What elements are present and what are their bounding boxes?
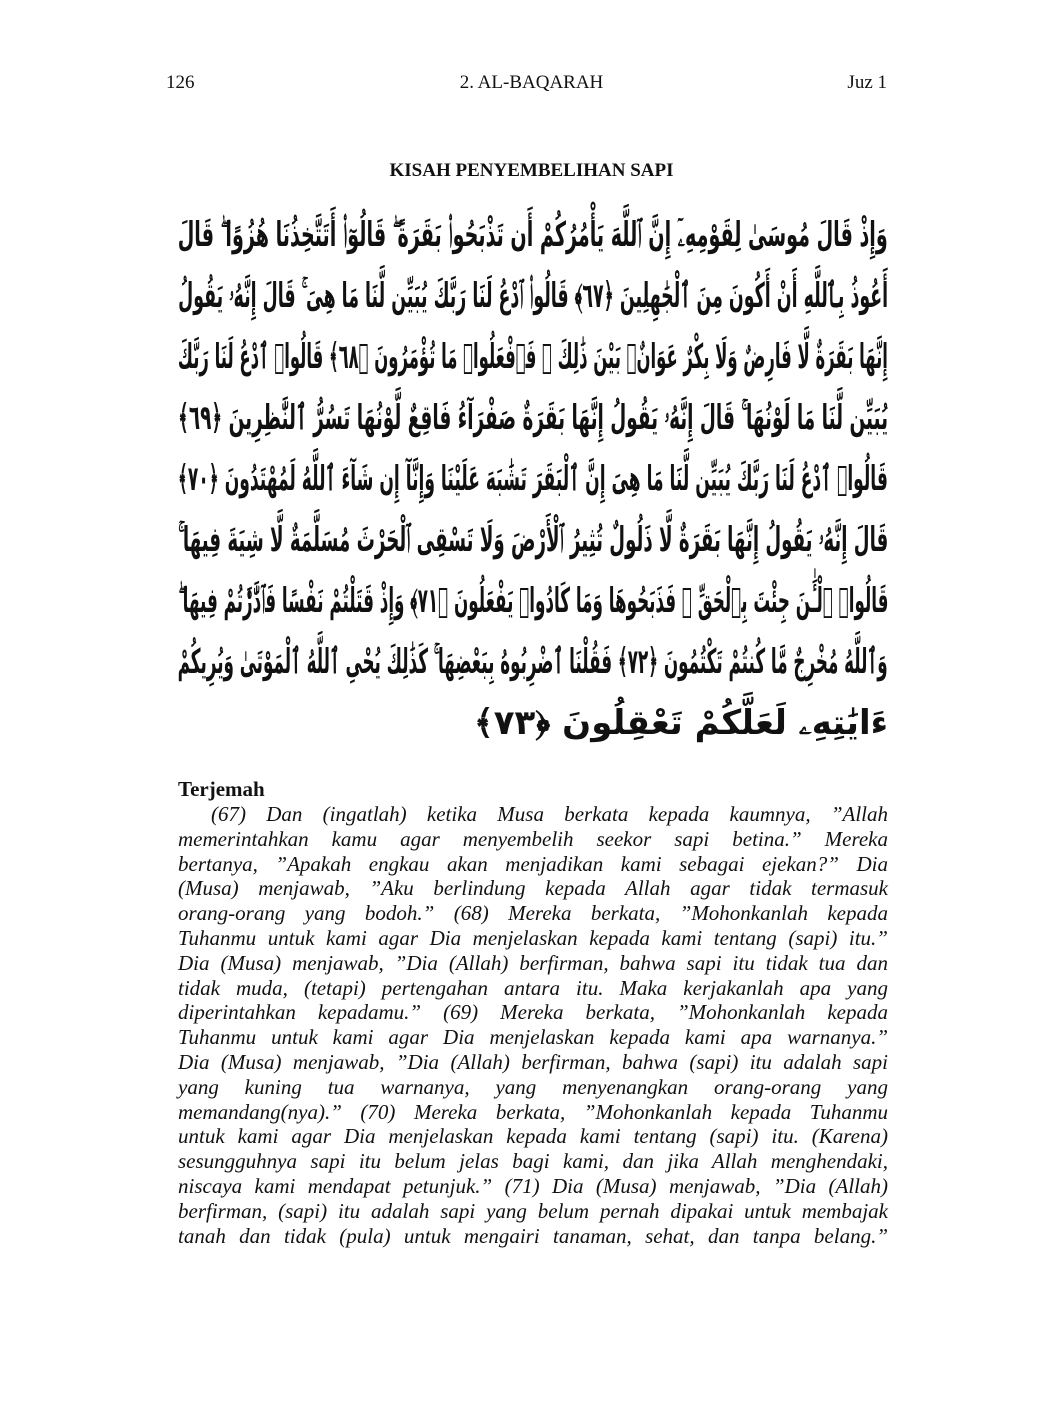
translation-line: (Musa) menjawab, ”Aku berlindung kepada Allah agar tidak termasuk <box>178 876 888 901</box>
translation-line: memandang(nya).” (70) Mereka berkata, ”Mohonkanlah kepada Tuhanmu <box>178 1099 888 1124</box>
translation-line: Dia (Musa) menjawab, ”Dia (Allah) berfirman, bahwa sapi itu tidak tua dan <box>178 950 888 975</box>
translation-line: Tuhanmu untuk kami agar Dia menjelaskan kepada kami tentang (sapi) itu.” <box>178 925 888 950</box>
arabic-line: وَإِذْ قَالَ مُوسَىٰ لِقَوْمِهِۦٓ إِنَّ ٱللَّهَ يَأْمُرُكُمْ أَن تَذْبَحُوا۟ بَقَرَةً ۖ قَالُوٓا۟ أَتَتَّخِذُنَا هُزُوًا ۖ قَالَ <box>178 215 888 255</box>
arabic-line: ءَايَٰتِهِۦ لَعَلَّكُمْ تَعْقِلُونَ ﴿٧٣﴾ <box>473 703 888 743</box>
translation-line: diperintahkan kepadamu.” (69) Mereka berkata, ”Mohonkanlah kepada <box>178 1000 888 1025</box>
translation-line: Dia (Musa) menjawab, ”Dia (Allah) berfirman, bahwa (sapi) itu adalah sapi <box>178 1049 888 1074</box>
translation-line: untuk kami agar Dia menjelaskan kepada kami tentang (sapi) itu. (Karena) <box>178 1124 888 1149</box>
translation-line: tidak muda, (tetapi) pertengahan antara itu. Maka kerjakanlah apa yang <box>178 975 888 1000</box>
translation-line: tanah dan tidak (pula) untuk mengairi tanaman, sehat, dan tanpa belang.” <box>178 1223 888 1248</box>
arabic-line: قَالَ إِنَّهُۥ يَقُولُ إِنَّهَا بَقَرَةٌ لَّا ذَلُولٌ تُثِيرُ ٱلْأَرْضَ وَلَا تَسْقِى ٱلْحَرْثَ مُسَلَّمَةٌ لَّا شِيَةَ فِيهَا ۚ <box>177 520 888 560</box>
translation-line: orang-orang yang bodoh.” (68) Mereka berkata, ”Mohonkanlah kepada <box>178 901 888 926</box>
translation-line: Tuhanmu untuk kami agar Dia menjelaskan kepada kami apa warnanya.” <box>178 1025 888 1050</box>
translation-line: sesungguhnya sapi itu belum jelas bagi kami, dan jika Allah menghendaki, <box>178 1149 888 1174</box>
translation-line: memerintahkan kamu agar menyembelih seekor sapi betina.” Mereka <box>178 826 888 851</box>
arabic-line: إِنَّهَا بَقَرَةٌ لَّا فَارِضٌ وَلَا بِكْرٌ عَوَانٌۢ بَيْنَ ذَٰلِكَ ۖ فَٱفْعَلُوا۟ مَا تُؤْمَرُونَ ﴿٦٨﴾ قَالُوا۟ ٱدْعُ لَنَا رَبَّكَ <box>178 337 888 377</box>
translation-line: (67) Dan (ingatlah) ketika Musa berkata kepada kaumnya, ”Allah <box>211 802 888 826</box>
section-title: KISAH PENYEMBELIHAN SAPI <box>389 160 674 181</box>
arabic-line: قَالُوا۟ ٱلْـَٰٔنَ جِئْتَ بِٱلْحَقِّ ۚ فَذَبَحُوهَا وَمَا كَادُوا۟ يَفْعَلُونَ ﴿٧١﴾ وَإِذْ قَتَلْتُمْ نَفْسًا فَٱدَّٰرَْٰٔتُمْ فِيهَا ۖ <box>178 581 888 621</box>
arabic-line: وَٱللَّهُ مُخْرِجٌ مَّا كُنتُمْ تَكْتُمُونَ ﴿٧٢﴾ فَقُلْنَا ٱضْرِبُوهُ بِبَعْضِهَا ۚ كَذَٰلِكَ يُحْىِ ٱللَّهُ ٱلْمَوْتَىٰ وَيُرِيكُمْ <box>178 642 888 682</box>
translation-line: yang kuning tua warnanya, yang menyenangkan orang-orang yang <box>178 1074 888 1099</box>
arabic-line: يُبَيِّن لَّنَا مَا لَوْنُهَا ۚ قَالَ إِنَّهُۥ يَقُولُ إِنَّهَا بَقَرَةٌ صَفْرَآءُ فَاقِعٌ لَّوْنُهَا تَسُرُّ ٱلنَّٰظِرِينَ ﴿٦٩﴾ <box>178 398 888 438</box>
translation-line: berfirman, (sapi) itu adalah sapi yang belum pernah dipakai untuk membajak <box>178 1198 888 1223</box>
surah-header: 2. AL-BAQARAH <box>459 72 604 93</box>
page-number: 126 <box>166 72 195 93</box>
translation-heading: Terjemah <box>178 777 265 801</box>
translation-line: bertanya, ”Apakah engkau akan menjadikan kami sebagai ejekan?” Dia <box>178 851 888 876</box>
arabic-verses <box>178 205 888 754</box>
arabic-line: أَعُوذُ بِٱللَّهِ أَنْ أَكُونَ مِنَ ٱلْجَٰهِلِينَ ﴿٦٧﴾ قَالُوا۟ ٱدْعُ لَنَا رَبَّكَ يُبَيِّن لَّنَا مَا هِىَ ۚ قَالَ إِنَّهُۥ يَقُولُ <box>177 276 888 316</box>
translation-body <box>178 802 888 1248</box>
translation-section <box>178 776 888 1248</box>
arabic-line: قَالُوا۟ ٱدْعُ لَنَا رَبَّكَ يُبَيِّن لَّنَا مَا هِىَ إِنَّ ٱلْبَقَرَ تَشَٰبَهَ عَلَيْنَا وَإِنَّآ إِن شَآءَ ٱللَّهُ لَمُهْتَدُونَ ﴿٧٠﴾ <box>178 459 888 499</box>
juz-label: Juz 1 <box>847 72 887 93</box>
translation-line: niscaya kami mendapat petunjuk.” (71) Dia (Musa) menjawab, ”Dia (Allah) <box>178 1173 888 1198</box>
